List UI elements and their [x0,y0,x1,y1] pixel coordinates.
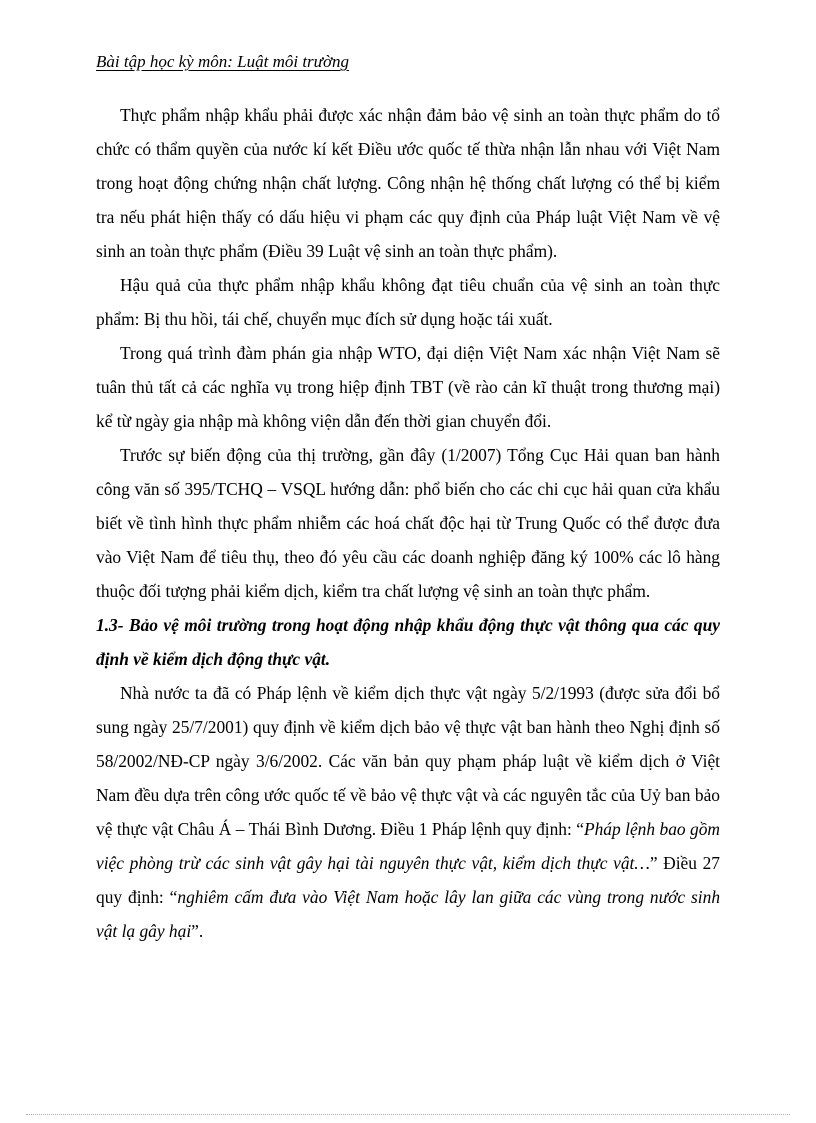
paragraph-food-import-certification: Thực phẩm nhập khẩu phải được xác nhận đảm bảo vệ sinh an toàn thực phẩm do tổ chức có thẩm quyền của nước kí kết Điều ước quốc tế thừa nhận lẫn nhau với Việt Nam trong hoạt động chứng nhận chất lượng. Công nhận hệ thống chất lượng có thể bị kiểm tra nếu phát hiện thấy có dấu hiệu vi phạm các quy định của Pháp luật Việt Nam về vệ sinh an toàn thực phẩm (Điều 39 Luật vệ sinh an toàn thực phẩm). [96,105,720,261]
paragraph-plant-quarantine [96,676,720,948]
footer-divider [26,1114,790,1115]
paragraph-text-part2: ” Điều 27 quy định: “ [96,853,720,907]
section-heading: 1.3- Bảo vệ môi trường trong hoạt động nhập khẩu động thực vật thông qua các quy định về kiểm dịch động thực vật. [96,615,720,669]
quote-article-27: nghiêm cấm đưa vào Việt Nam hoặc lây lan giữa các vùng trong nước sinh vật lạ gây hại [96,887,721,941]
document-body [96,98,720,948]
paragraph-text-part3: ”. [191,921,204,941]
quote-article-1: Pháp lệnh bao gồm việc phòng trừ các sinh vật gây hại tài nguyên thực vật, kiểm dịch thực vật… [96,819,720,873]
paragraph-consequences: Hậu quả của thực phẩm nhập khẩu không đạt tiêu chuẩn của vệ sinh an toàn thực phẩm: Bị thu hồi, tái chế, chuyển mục đích sử dụng hoặc tái xuất. [96,275,720,329]
page-header: Bài tập học kỳ môn: Luật môi trường [96,52,350,71]
paragraph-wto-negotiation: Trong quá trình đàm phán gia nhập WTO, đại diện Việt Nam xác nhận Việt Nam sẽ tuân thủ tất cả các nghĩa vụ trong hiệp định TBT (về rào cản kĩ thuật trong thương mại) kể từ ngày gia nhập mà không viện dẫn đến thời gian chuyển đổi. [96,343,720,431]
paragraph-text-part1: Nhà nước ta đã có Pháp lệnh về kiểm dịch thực vật ngày 5/2/1993 (được sửa đổi bổ sung ngày 25/7/2001) quy định về kiểm dịch bảo vệ thực vật ban hành theo Nghị định số 58/2002/NĐ-CP ngày 3/6/2002. Các văn bản quy phạm pháp luật về kiểm dịch ở Việt Nam đều dựa trên công ước quốc tế về bảo vệ thực vật và các nguyên tắc của Uỷ ban bảo vệ thực vật Châu Á – Thái Bình Dương. Điều 1 Pháp lệnh quy định: “ [96,683,720,839]
paragraph-customs-directive: Trước sự biến động của thị trường, gần đây (1/2007) Tổng Cục Hải quan ban hành công văn số 395/TCHQ – VSQL hướng dẫn: phổ biến cho các chi cục hải quan cửa khẩu biết về tình hình thực phẩm nhiễm các hoá chất độc hại từ Trung Quốc có thể được đưa vào Việt Nam để tiêu thụ, theo đó yêu cầu các doanh nghiệp đăng ký 100% các lô hàng thuộc đối tượng phải kiểm dịch, kiểm tra chất lượng vệ sinh an toàn thực phẩm. [96,445,720,601]
